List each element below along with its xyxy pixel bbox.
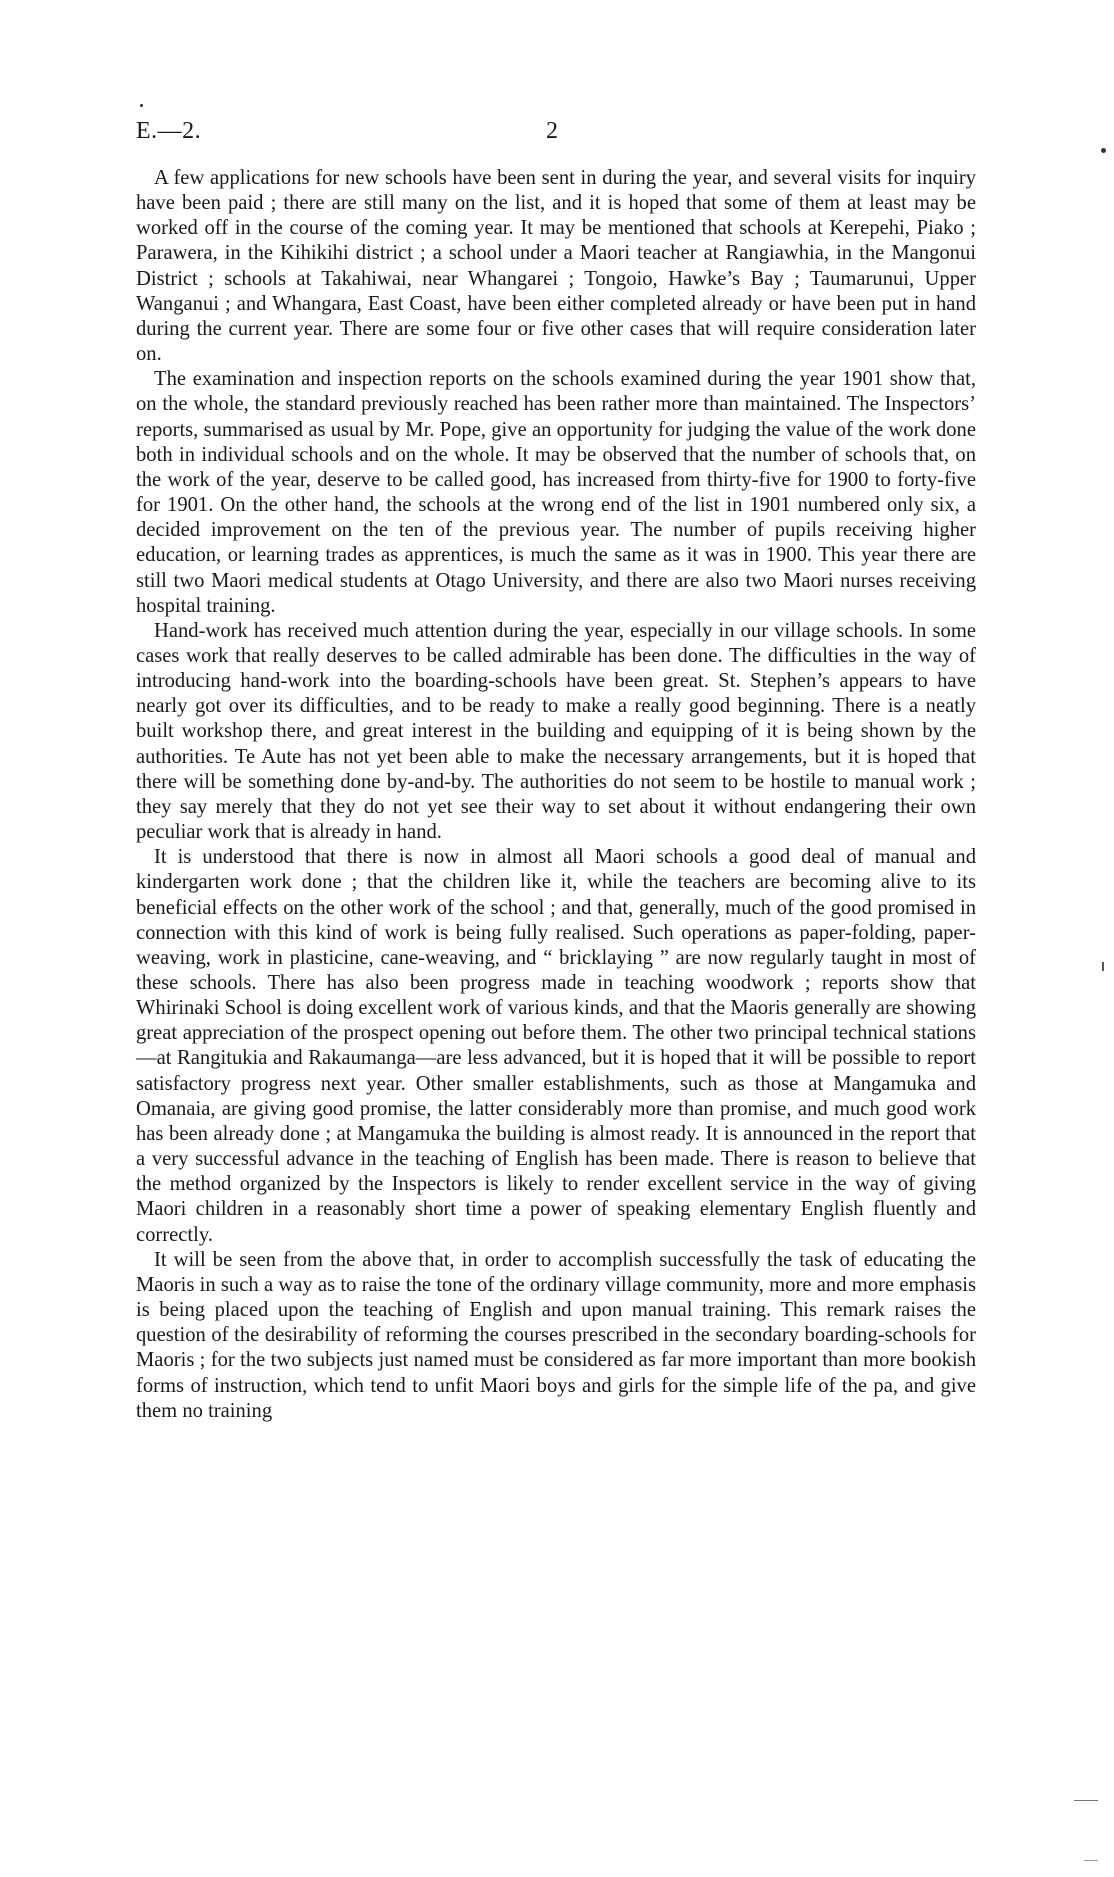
stray-dot-mark bbox=[140, 104, 143, 107]
page-header bbox=[136, 118, 976, 148]
stray-tick-mark bbox=[1102, 962, 1104, 971]
paragraph-educating-maoris: It will be seen from the above that, in order to accomplish successfully the task of educating the Maoris in such a way as to raise the tone of the ordinary village community, more and more emphasis is being placed upon the teaching of English and upon manual training. This remark raises the question of the desirability of reforming the courses prescribed in the secondary boarding-schools for Maoris ; for the two subjects just named must be considered as far more important than more bookish forms of instruction, which tend to unfit Maori boys and girls for the simple life of the pa, and give them no training bbox=[136, 1248, 976, 1422]
paragraph-new-schools: A few applications for new schools have been sent in during the year, and several visits for inquiry have been paid ; there are still many on the list, and it is hoped that some of them at least may be worked off in the course of the coming year. It may be mentioned that schools at Kerepehi, Piako ; Parawera, in the Kihikihi district ; a school under a Maori teacher at Rangiawhia, in the Mangonui District ; schools at Takahiwai, near Whangarei ; Tongoio, Hawke’s Bay ; Taumarunui, Upper Wanganui ; and Whangara, East Coast, have been either completed already or have been put in hand during the current year. There are some four or five other cases that will require consideration later on. bbox=[136, 167, 976, 366]
stray-dash-mark bbox=[1084, 1860, 1098, 1861]
stray-dash-mark bbox=[1074, 1800, 1098, 1801]
paragraph-examination-reports: The examination and inspection reports on the schools examined during the year 1901 show that, on the whole, the standard previously reached has been rather more than maintained. The Inspectors’ reports, summarised as usual by Mr. Pope, give an opportunity for judging the value of the work done both in individual schools and on the whole. It may be observed that the number of schools that, on the work of the year, deserve to be called good, has increased from thirty-five for 1900 to forty-five for 1901. On the other hand, the schools at the wrong end of the list in 1901 numbered only six, a decided improvement on the ten of the previous year. The number of pupils receiving higher education, or learning trades as apprentices, is much the same as it was in 1900. This year there are still two Maori medical students at Otago University, and there are also two Maori nurses receiving hospital training. bbox=[136, 368, 976, 617]
paragraph-hand-work: Hand-work has received much attention during the year, especially in our village schools. In some cases work that really deserves to be called admirable has been done. The difficulties in the way of introducing hand-work into the boarding-schools have been great. St. Stephen’s appears to have nearly got over its difficulties, and to be ready to make a really good beginning. There is a neatly built workshop there, and great interest in the building and equipping of it is being shown by the authorities. Te Aute has not yet been able to make the necessary arrangements, but it is hoped that there will be something done by-and-by. The authorities do not seem to be hostile to manual work ; they say merely that they do not yet see their way to set about it without endangering their own peculiar work that is already in hand. bbox=[136, 619, 976, 844]
stray-dot-mark bbox=[1101, 148, 1106, 153]
paragraph-manual-kindergarten: It is understood that there is now in almost all Maori schools a good deal of manual and kindergarten work done ; that the children like it, while the teachers are becoming alive to its beneficial effects on the other work of the school ; and that, generally, much of the good promised in connection with this kind of work is being fully realised. Such operations as paper-folding, paper-weaving, work in plasticine, cane-weaving, and “ bricklaying ” are now regularly taught in most of these schools. There has also been progress made in teaching woodwork ; reports show that Whirinaki School is doing excellent work of various kinds, and that the Maoris generally are showing great appreciation of the prospect opening out before them. The other two principal technical stations—at Rangitukia and Rakaumanga—are less advanced, but it is hoped that it will be possible to report satisfactory progress next year. Other smaller establishments, such as those at Mangamuka and Omanaia, are giving good promise, the latter considerably more than promise, and much good work has been already done ; at Mangamuka the building is almost ready. It is announced in the report that a very successful advance in the teaching of English has been made. There is reason to believe that the method organized by the Inspectors is likely to render excellent service in the way of giving Maori children in a reasonably short time a power of speaking elementary English fluently and correctly. bbox=[136, 846, 976, 1246]
section-code: E.—2. bbox=[136, 118, 202, 144]
body-text bbox=[136, 166, 976, 1424]
page-number: 2 bbox=[546, 118, 558, 144]
